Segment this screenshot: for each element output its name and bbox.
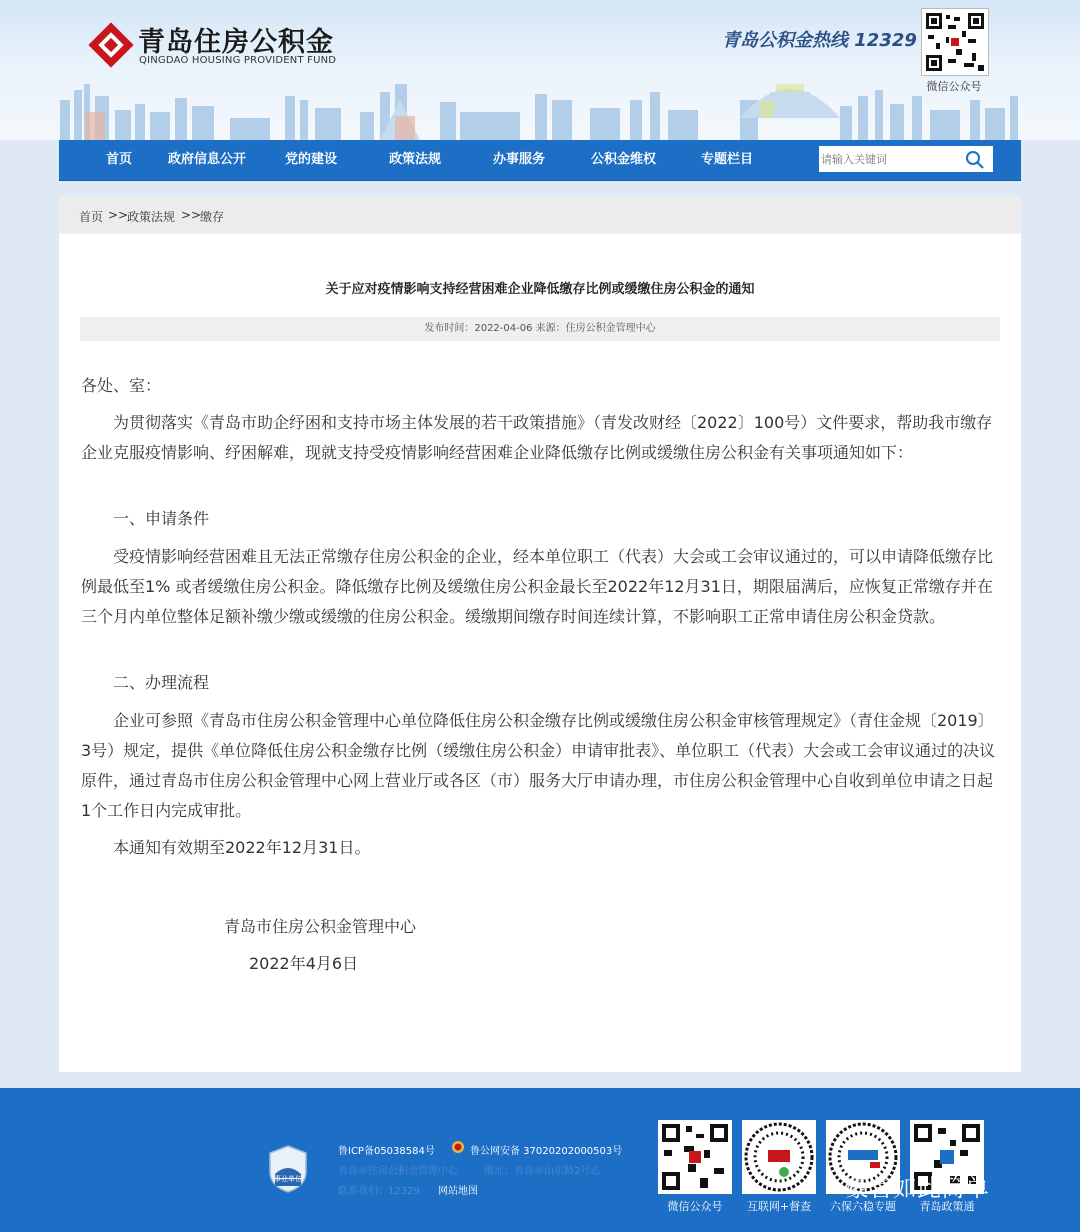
police-record[interactable]: 鲁公网安备 37020202000503号 xyxy=(470,1146,623,1157)
nav-item-topics[interactable]: 专题栏目 xyxy=(701,152,754,167)
signature-date: 2022年4月6日 xyxy=(249,954,359,973)
site-footer xyxy=(0,1088,1080,1232)
article-paragraph: 本通知有效期至2022年12月31日。 xyxy=(113,838,371,857)
footer-contact: 联系我们：12329 xyxy=(338,1186,420,1197)
site-name-en: QINGDAO HOUSING PROVIDENT FUND xyxy=(139,55,337,66)
search-icon[interactable] xyxy=(965,150,985,170)
article-paragraph: 为贯彻落实《青岛市助企纾困和支持市场主体发展的若干政策措施》（青发改财经〔2022〕100号）文件要求，帮助我市缴存企业克服疫情影响、纾困解难，现就支持受疫情影响经营困难企业降低缴存比例或缓缴住房公积金有关事项通知如下： xyxy=(81,413,993,462)
wechat-qr-code-icon[interactable] xyxy=(658,1120,732,1194)
search-box xyxy=(819,146,993,172)
nav-item-gov-info[interactable]: 政府信息公开 xyxy=(168,152,247,167)
article-title: 关于应对疫情影响支持经营困难企业降低缴存比例或缓缴住房公积金的通知 xyxy=(325,282,755,297)
qr-label: 六保六稳专题 xyxy=(830,1200,896,1213)
qr-label: 微信公众号 xyxy=(667,1200,723,1213)
breadcrumb-section[interactable]: 政策法规 xyxy=(127,210,176,224)
breadcrumb-separator: >> xyxy=(181,208,202,222)
nav-item-services[interactable]: 办事服务 xyxy=(493,152,546,167)
emblem-label: 事业单位 xyxy=(274,1175,302,1183)
nav-item-policy[interactable]: 政策法规 xyxy=(389,152,442,167)
hotline-text: 青岛公积金热线 12329 xyxy=(722,30,917,51)
qr-label: 青岛政策通 xyxy=(919,1200,975,1213)
breadcrumb xyxy=(59,196,1021,234)
nav-item-party[interactable]: 党的建设 xyxy=(285,152,338,167)
sitemap-link[interactable]: 网站地图 xyxy=(438,1186,478,1197)
breadcrumb-home[interactable]: 首页 xyxy=(79,210,104,224)
article-paragraph: 受疫情影响经营困难且无法正常缴存住房公积金的企业，经本单位职工（代表）大会或工会审议通过的，可以申请降低缴存比例最低至1% 或者缓缴住房公积金。降低缴存比例及缓缴住房公积金最长至2022年12月31日，期限届满后，应恢复正常缴存并在三个月内单位整体足额补缴少缴或缓缴的住房公积金。缓缴期间缴存时间连续计算，不影响职工正常申请住房公积金贷款。 xyxy=(81,547,994,626)
wechat-qr-label: 微信公众号 xyxy=(926,80,982,93)
article-heading: 一、申请条件 xyxy=(113,509,210,528)
icp-record[interactable]: 鲁ICP备05038584号 xyxy=(338,1146,435,1157)
breadcrumb-separator: >> xyxy=(108,208,129,222)
site-logo[interactable] xyxy=(88,18,388,74)
qr-label: 互联网+督查 xyxy=(746,1200,812,1213)
footer-org: 青岛市住房公积金管理中心 xyxy=(338,1166,458,1177)
nav-item-home[interactable]: 首页 xyxy=(106,152,133,167)
police-badge-icon xyxy=(451,1140,465,1154)
gov-supervision-qr-code-icon[interactable] xyxy=(742,1120,816,1194)
signature-org: 青岛市住房公积金管理中心 xyxy=(224,917,417,936)
article-heading: 二、办理流程 xyxy=(113,673,210,692)
article-paragraph: 企业可参照《青岛市住房公积金管理中心单位降低住房公积金缴存比例或缓缴住房公积金审核管理规定》（青住金规〔2019〕3号）规定，提供《单位降低住房公积金缴存比例（缓缴住房公积金）申请审批表》、单位职工（代表）大会或工会审议通过的决议原件，通过青岛市住房公积金管理中心网上营业厅或各区（市）服务大厅申请办理，市住房公积金管理中心自收到单位申请之日起1个工作日内完成审批。 xyxy=(81,711,996,820)
search-input[interactable] xyxy=(819,146,961,172)
article-salutation: 各处、室： xyxy=(81,376,162,395)
wechat-qr-code-icon xyxy=(921,8,989,76)
public-institution-emblem-icon[interactable] xyxy=(267,1144,309,1194)
site-header xyxy=(0,0,1080,140)
site-name-cn: 青岛住房公积金 xyxy=(138,27,334,58)
main-nav xyxy=(59,140,1021,181)
article-panel xyxy=(59,196,1021,1072)
footer-address: 地址：青岛市山东路2号乙 xyxy=(484,1166,601,1177)
nav-item-rights[interactable]: 公积金维权 xyxy=(591,152,657,167)
logo-diamond-icon xyxy=(88,22,134,68)
watermark-text: 豪言如此简单 xyxy=(845,1174,989,1202)
article-meta: 发布时间：2022-04-06 来源：住房公积金管理中心 xyxy=(80,317,1000,341)
breadcrumb-current[interactable]: 缴存 xyxy=(200,210,225,224)
